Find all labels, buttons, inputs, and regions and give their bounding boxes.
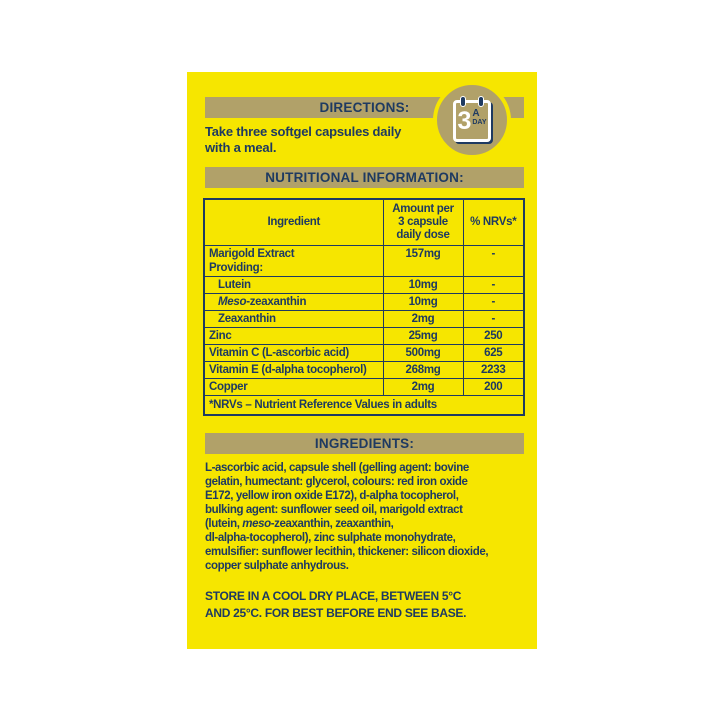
amount-cell: 2mg <box>383 311 463 328</box>
ingredient-name: Vitamin E (d-alpha tocopherol) <box>204 362 383 379</box>
nrv-cell: 250 <box>463 328 524 345</box>
table-row-zeaxanthin <box>204 311 524 328</box>
table-row-meso-zeaxanthin <box>204 294 524 311</box>
nrv-cell: 200 <box>463 379 524 396</box>
table-row-lutein <box>204 277 524 294</box>
storage-line-1: STORE IN A COOL DRY PLACE, BETWEEN 5°C <box>205 589 462 603</box>
ingredients-line-8: copper sulphate anhydrous. <box>205 560 349 572</box>
ingredients-line-5: (lutein, meso-zeaxanthin, zeaxanthin, <box>205 518 394 530</box>
directions-line-1: Take three softgel capsules daily <box>205 124 402 139</box>
ingredients-line-1: L-ascorbic acid, capsule shell (gelling agent: bovine <box>205 462 469 474</box>
table-footnote-row <box>204 396 524 416</box>
col-header-ingredient: Ingredient <box>204 199 383 246</box>
nrv-cell: - <box>463 311 524 328</box>
dose-number: 3 <box>457 107 472 135</box>
ingredients-line-6: dl-alpha-tocopherol), zinc sulphate monohydrate, <box>205 532 456 544</box>
calendar-peg-left-icon <box>460 96 466 107</box>
nutrition-table <box>203 198 525 416</box>
directions-body <box>205 124 401 156</box>
amount-cell: 10mg <box>383 277 463 294</box>
amount-cell: 2mg <box>383 379 463 396</box>
col-header-nrv: % NRVs* <box>463 199 524 246</box>
nutrition-header-bar <box>205 167 524 188</box>
ingredient-name: Marigold Extract <box>209 248 295 260</box>
storage-instructions <box>205 588 466 622</box>
nrv-cell: 2233 <box>463 362 524 379</box>
ingredients-header-text: INGREDIENTS: <box>314 436 415 451</box>
table-row-vitamin-c <box>204 345 524 362</box>
ingredient-name: Zinc <box>204 328 383 345</box>
amount-cell: 157mg <box>383 246 463 277</box>
ingredients-line-3: E172, yellow iron oxide E172), d-alpha tocopherol, <box>205 490 459 502</box>
nrv-cell: - <box>463 277 524 294</box>
table-header-row <box>204 199 524 246</box>
nrv-cell: 625 <box>463 345 524 362</box>
three-a-day-badge <box>433 81 511 159</box>
table-row-zinc <box>204 328 524 345</box>
nrv-footnote: *NRVs – Nutrient Reference Values in adults <box>204 396 524 416</box>
amount-cell: 25mg <box>383 328 463 345</box>
col-header-amount: Amount per 3 capsule daily dose <box>383 199 463 246</box>
ingredient-providing: Providing: <box>209 262 263 274</box>
directions-line-2: with a meal. <box>205 140 277 155</box>
ingredient-name: Lutein <box>204 277 383 294</box>
amount-cell: 500mg <box>383 345 463 362</box>
storage-line-2: AND 25°C. FOR BEST BEFORE END SEE BASE. <box>205 606 467 620</box>
amount-cell: 10mg <box>383 294 463 311</box>
supplement-label <box>187 72 537 649</box>
ingredients-line-2: gelatin, humectant: glycerol, colours: red iron oxide <box>205 476 468 488</box>
dose-unit-a: A <box>472 108 480 119</box>
table-row-vitamin-e <box>204 362 524 379</box>
ingredients-body <box>205 461 527 573</box>
nrv-cell: - <box>463 246 524 277</box>
ingredient-name: Copper <box>204 379 383 396</box>
ingredient-name: Zeaxanthin <box>204 311 383 328</box>
table-row-copper <box>204 379 524 396</box>
amount-cell: 268mg <box>383 362 463 379</box>
calendar-peg-right-icon <box>478 96 484 107</box>
nrv-cell: - <box>463 294 524 311</box>
ingredients-header-bar <box>205 433 524 454</box>
nutrition-header-text: NUTRITIONAL INFORMATION: <box>265 170 464 185</box>
dose-unit-day: DAY <box>472 119 487 126</box>
ingredients-line-4: bulking agent: sunflower seed oil, marigold extract <box>205 504 463 516</box>
ingredients-line-7: emulsifier: sunflower lecithin, thickener: silicon dioxide, <box>205 546 489 558</box>
directions-header-text: DIRECTIONS: <box>319 100 410 115</box>
ingredient-name: Vitamin C (L-ascorbic acid) <box>204 345 383 362</box>
ingredient-name: Meso-zeaxanthin <box>204 294 383 311</box>
calendar-icon <box>453 100 491 142</box>
dose-unit <box>472 109 486 127</box>
table-row-marigold-extract <box>204 246 524 277</box>
